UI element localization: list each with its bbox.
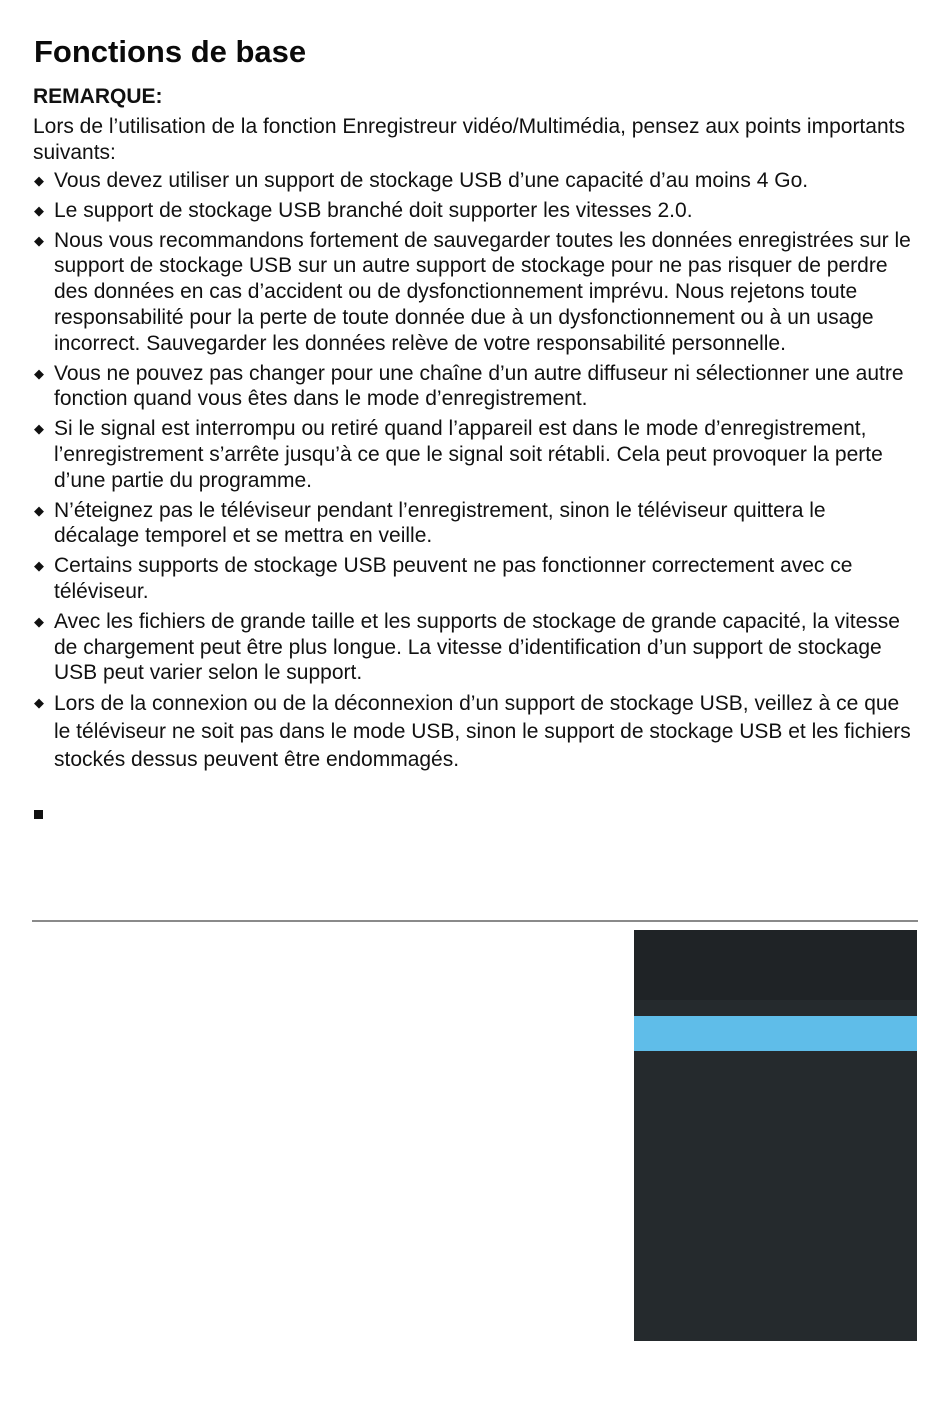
- diamond-bullet-icon: ◆: [34, 558, 44, 574]
- tv-menu-header: [634, 930, 917, 1000]
- list-item-text: Lors de la connexion ou de la déconnexion d’un support de stockage USB, veillez à ce que le téléviseur ne soit pas dans le mode USB, sinon le support de stockage USB et les fichiers stockés dessus peuvent être endommagés.: [54, 692, 911, 772]
- list-item: [33, 690, 915, 774]
- section-divider: [32, 920, 918, 922]
- list-item: [33, 168, 915, 194]
- list-item-text: Vous devez utiliser un support de stockage USB d’une capacité d’au moins 4 Go.: [54, 169, 809, 192]
- page-title: Fonctions de base: [34, 34, 307, 69]
- tv-menu-highlight-bar: [634, 1016, 917, 1051]
- note-heading: REMARQUE:: [33, 85, 163, 108]
- tv-menu-screenshot: [634, 930, 917, 1341]
- diamond-bullet-icon: ◆: [34, 232, 44, 248]
- list-item: [33, 609, 915, 686]
- list-item: [33, 361, 915, 413]
- list-item-text: N’éteignez pas le téléviseur pendant l’enregistrement, sinon le téléviseur quittera le décalage temporel et se mettra en veille.: [54, 498, 826, 548]
- list-item-text: Si le signal est interrompu ou retiré quand l’appareil est dans le mode d’enregistrement, l’enregistrement s’arrête jusqu’à ce que le signal soit rétabli. Cela peut provoquer la perte d’une partie du programme.: [54, 417, 883, 492]
- list-item: [33, 498, 915, 550]
- list-item-text: Vous ne pouvez pas changer pour une chaîne d’un autre diffuseur ni sélectionner une autre fonction quand vous êtes dans le mode d’enregistrement.: [54, 361, 904, 411]
- list-item-text: Certains supports de stockage USB peuvent ne pas fonctionner correctement avec ce téléviseur.: [54, 554, 853, 603]
- diamond-bullet-icon: ◆: [34, 365, 44, 381]
- list-item: [33, 228, 915, 357]
- list-item-text: Avec les fichiers de grande taille et les supports de stockage de grande capacité, la vitesse de chargement peut être plus longue. La vitesse d’identification d’un support de stockage USB peut varier selon le support.: [54, 609, 900, 685]
- list-item: [33, 553, 915, 605]
- list-item: [33, 416, 915, 493]
- diamond-bullet-icon: ◆: [34, 173, 44, 188]
- list-item-text: Nous vous recommandons fortement de sauvegarder toutes les données enregistrées sur le support de stockage USB sur un autre support de stockage pour ne pas risquer de perdre des données en cas d’accident ou de dysfonctionnement imprévu. Nous rejetons toute responsabilité pour la perte de toute donnée due à un dysfonctionnement ou à un usage incorrect. Sauvegarder les données relève de votre responsabilité personnelle.: [54, 228, 911, 355]
- diamond-bullet-icon: ◆: [34, 613, 44, 629]
- note-intro: Lors de l’utilisation de la fonction Enregistreur vidéo/Multimédia, pensez aux points importants suivants:: [33, 115, 905, 164]
- diamond-bullet-icon: ◆: [34, 202, 44, 218]
- list-item-text: Le support de stockage USB branché doit supporter les vitesses 2.0.: [54, 198, 693, 222]
- square-bullet-icon: [34, 810, 43, 819]
- list-item: [33, 198, 915, 224]
- diamond-bullet-icon: ◆: [34, 421, 44, 437]
- diamond-bullet-icon: ◆: [34, 502, 44, 518]
- notes-list: [33, 168, 915, 778]
- diamond-bullet-icon: ◆: [34, 695, 44, 711]
